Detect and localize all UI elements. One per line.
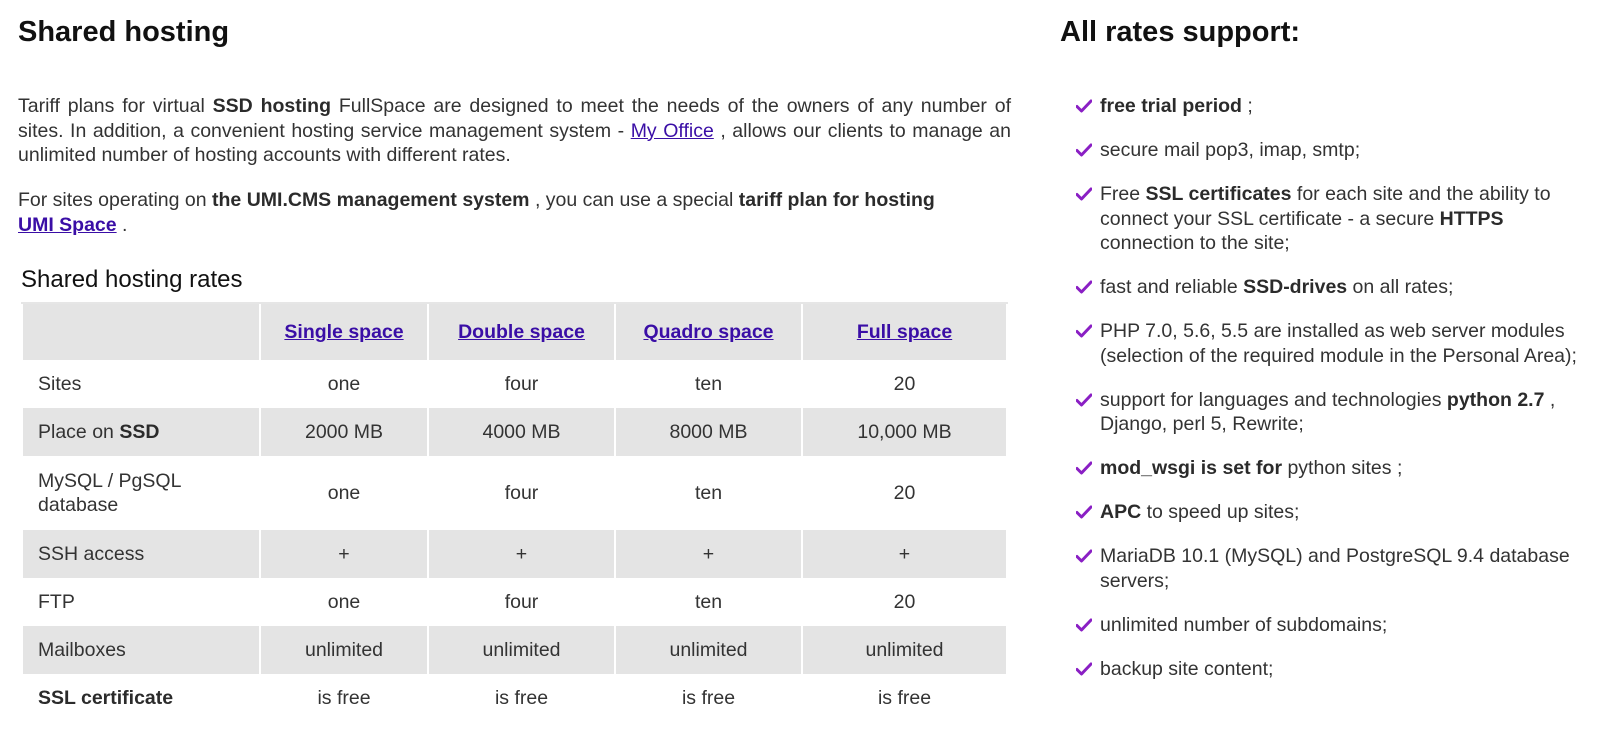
header-full-space bbox=[803, 304, 1006, 360]
table-cell: is free bbox=[681, 686, 736, 709]
feature-text: ; bbox=[1241, 95, 1253, 117]
quadro-space-link[interactable]: Quadro space bbox=[643, 320, 774, 343]
my-office-link[interactable]: My Office bbox=[630, 119, 714, 142]
table-cell: 20 bbox=[893, 481, 916, 504]
header-quadro-space bbox=[616, 304, 801, 360]
feature-item bbox=[1060, 319, 1600, 368]
row-label-sites: Sites bbox=[38, 373, 82, 395]
table-cell: is free bbox=[494, 686, 549, 709]
row-label-bold: SSD bbox=[119, 421, 160, 443]
rates-table-title: Shared hosting rates bbox=[21, 266, 243, 293]
table-cell: + bbox=[261, 530, 427, 578]
checkmark-icon bbox=[1076, 461, 1092, 475]
checkmark-icon bbox=[1076, 187, 1092, 201]
feature-item bbox=[1060, 613, 1600, 638]
feature-text: , Django, perl 5, Rewrite; bbox=[1100, 388, 1556, 435]
table-cell: + bbox=[616, 530, 801, 578]
row-label-place-on-ssd bbox=[23, 408, 259, 456]
row-label-database bbox=[23, 456, 259, 530]
table-row bbox=[23, 674, 1006, 722]
table-cell: 10,000 MB bbox=[803, 408, 1006, 456]
feature-item bbox=[1060, 388, 1600, 437]
table-cell: unlimited bbox=[803, 626, 1006, 674]
table-cell: ten bbox=[694, 481, 723, 504]
intro-paragraph bbox=[18, 94, 1011, 168]
row-label-prefix: Place on bbox=[38, 421, 120, 443]
table-cell: unlimited bbox=[429, 626, 614, 674]
table-cell: ten bbox=[694, 590, 723, 613]
feature-bold-text: SSL certificates bbox=[1145, 183, 1292, 205]
feature-text: fast and reliable bbox=[1100, 276, 1244, 298]
table-row bbox=[23, 530, 1006, 578]
feature-bold-text: mod_wsgi is set for bbox=[1100, 457, 1283, 479]
rates-table bbox=[21, 302, 1008, 722]
feature-text: python sites ; bbox=[1282, 457, 1403, 479]
feature-item bbox=[1060, 138, 1600, 163]
page-title: Shared hosting bbox=[18, 16, 230, 48]
features-title: All rates support: bbox=[1060, 16, 1301, 48]
feature-text: Free bbox=[1100, 183, 1146, 205]
table-cell: four bbox=[504, 590, 539, 613]
checkmark-icon bbox=[1076, 618, 1092, 632]
table-cell: 20 bbox=[893, 590, 916, 613]
row-label-database-text: MySQL / PgSQL database bbox=[38, 470, 181, 516]
checkmark-icon bbox=[1076, 549, 1092, 563]
umi-text-3: . bbox=[116, 213, 128, 236]
feature-item bbox=[1060, 544, 1600, 593]
feature-text: for each site and the ability to connect your SSL certificate - a secure bbox=[1100, 183, 1551, 230]
table-cell: one bbox=[327, 372, 361, 395]
feature-bold-text: python 2.7 bbox=[1446, 388, 1545, 411]
feature-text: backup site content; bbox=[1100, 657, 1274, 680]
table-cell: one bbox=[327, 590, 361, 613]
row-label-ftp: FTP bbox=[38, 591, 75, 613]
feature-text: support for languages and technologies bbox=[1100, 388, 1447, 411]
feature-text: unlimited number of subdomains; bbox=[1100, 613, 1388, 636]
table-cell: is free bbox=[317, 686, 371, 709]
feature-text: secure mail pop3, imap, smtp; bbox=[1100, 139, 1361, 161]
checkmark-icon bbox=[1076, 99, 1092, 113]
feature-text: PHP 7.0, 5.6, 5.5 are installed as web server modules (selection of the required module in the Personal Area); bbox=[1100, 320, 1577, 367]
checkmark-icon bbox=[1076, 505, 1092, 519]
full-space-link[interactable]: Full space bbox=[856, 320, 953, 343]
header-double-space bbox=[429, 304, 614, 360]
row-label-ssl-bold: SSL certificate bbox=[38, 687, 174, 709]
umi-bold-cms: the UMI.CMS management system bbox=[212, 189, 530, 211]
intro-text-2: FullSpace are designed to meet the needs of the owners of any number of sites. In addition, a convenient hosting service management system - bbox=[18, 95, 1012, 142]
feature-bold-text: HTTPS bbox=[1439, 207, 1504, 230]
row-label-mailboxes: Mailboxes bbox=[23, 626, 259, 674]
checkmark-icon bbox=[1076, 324, 1092, 338]
table-row bbox=[23, 360, 1006, 408]
feature-text: MariaDB 10.1 (MySQL) and PostgreSQL 9.4 database servers; bbox=[1100, 545, 1570, 592]
feature-item bbox=[1060, 456, 1600, 481]
table-cell: four bbox=[504, 481, 539, 504]
intro-text-1: Tariff plans for virtual bbox=[18, 95, 213, 117]
row-label-ssl bbox=[23, 674, 259, 722]
feature-bold-text: free trial period bbox=[1100, 95, 1242, 117]
table-row bbox=[23, 626, 1006, 674]
feature-text: connection to the site; bbox=[1100, 232, 1290, 254]
table-cell: one bbox=[327, 481, 361, 504]
feature-item bbox=[1060, 275, 1600, 300]
table-row bbox=[23, 456, 1006, 530]
double-space-link[interactable]: Double space bbox=[458, 320, 585, 343]
umi-text-2: , you can use a special bbox=[529, 189, 739, 211]
table-cell: 2000 MB bbox=[261, 408, 427, 456]
table-cell: unlimited bbox=[261, 626, 427, 674]
table-cell: is free bbox=[877, 686, 932, 709]
checkmark-icon bbox=[1076, 393, 1092, 407]
feature-bold-text: APC bbox=[1100, 501, 1142, 523]
feature-item bbox=[1060, 657, 1600, 682]
single-space-link[interactable]: Single space bbox=[284, 320, 404, 343]
table-row bbox=[23, 578, 1006, 626]
features-list bbox=[1060, 94, 1600, 701]
umi-space-link[interactable]: UMI Space bbox=[18, 213, 117, 236]
umi-paragraph bbox=[18, 188, 1011, 237]
table-cell: + bbox=[803, 530, 1006, 578]
table-cell: four bbox=[504, 372, 539, 395]
checkmark-icon bbox=[1076, 662, 1092, 676]
checkmark-icon bbox=[1076, 280, 1092, 294]
feature-item bbox=[1060, 500, 1600, 525]
umi-text-1: For sites operating on bbox=[18, 189, 213, 211]
table-cell: 8000 MB bbox=[616, 408, 801, 456]
feature-item bbox=[1060, 94, 1600, 119]
feature-text: on all rates; bbox=[1347, 276, 1454, 298]
intro-bold-ssd-hosting: SSD hosting bbox=[212, 95, 332, 117]
table-cell: ten bbox=[694, 372, 723, 395]
row-label-ssh: SSH access bbox=[23, 530, 259, 578]
feature-item bbox=[1060, 182, 1600, 256]
table-cell: + bbox=[429, 530, 614, 578]
intro-text-3: , allows our clients to manage an unlimited number of hosting accounts with different rates. bbox=[18, 119, 1011, 166]
feature-text: to speed up sites; bbox=[1141, 501, 1300, 523]
table-header-row bbox=[23, 304, 1006, 360]
table-cell: 4000 MB bbox=[429, 408, 614, 456]
feature-bold-text: SSD-drives bbox=[1243, 276, 1348, 298]
checkmark-icon bbox=[1076, 143, 1092, 157]
header-empty-cell bbox=[23, 304, 259, 360]
table-cell: 20 bbox=[893, 372, 916, 395]
header-single-space bbox=[261, 304, 427, 360]
table-row bbox=[23, 408, 1006, 456]
umi-bold-tariff: tariff plan for hosting bbox=[738, 189, 935, 211]
table-cell: unlimited bbox=[616, 626, 801, 674]
